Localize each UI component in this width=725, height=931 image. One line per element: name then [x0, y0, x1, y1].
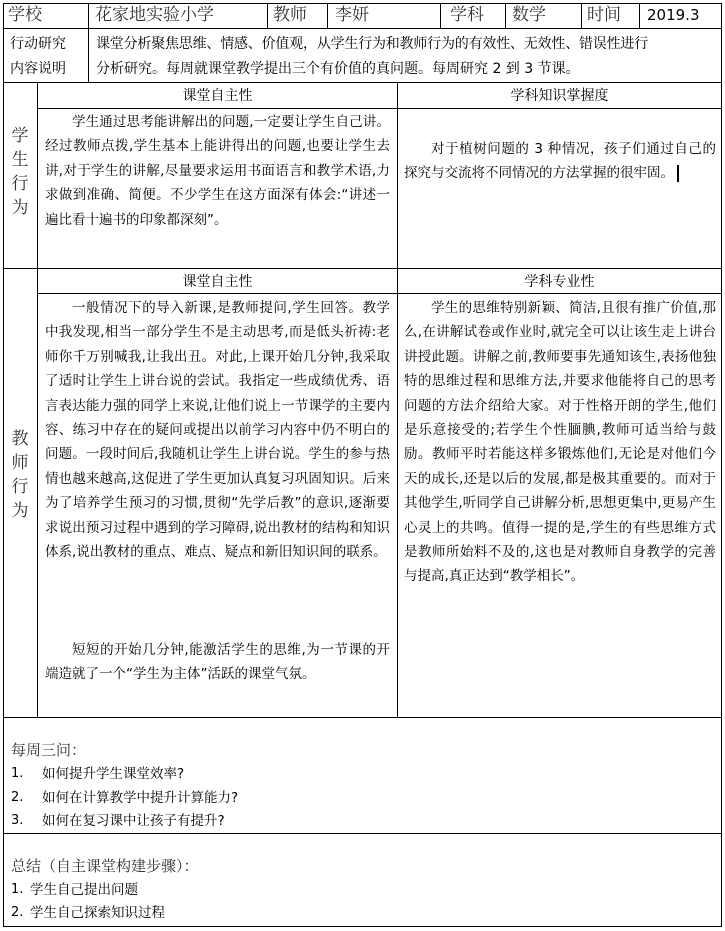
description-label-1: 行动研究: [10, 36, 66, 52]
time-value: 2019.3: [647, 6, 700, 24]
weekly-questions-title: 每周三问：: [11, 741, 87, 759]
question-2-num: 2.: [11, 790, 24, 805]
student-left-text: 学生通过思考能讲解出的问题,一定要让学生自己讲。经过教师点拨,学生基本上能讲得出的问题,也要让学生去讲,对于学生的讲解,尽量要求运用书面语言和教学术语,力求做到准确、简便。不少学生在这方面深有体会:“讲述一遍比看十遍书的印象都深刻”。: [45, 114, 390, 228]
teacher-right-text: 学生的思维特别新颖、简洁,且很有推广价值,那么,在讲解试卷或作业时,就完全可以让该生走上讲台讲授此题。讲解之前,教师要事先通知该生,表扬他独特的思维过程和思维方法,并要求他能将自己的思考问题的方法介绍给大家。对于性格开朗的学生,他们是乐意接受的;若学生个性腼腆,教师可适当给与鼓励。教师平时若能这样多锻炼他们,无论是对他们今天的成长,还是以后的发展,都是极其重要的。而对于其他学生,听同学自己讲解分析,思想更集中,更易产生心灵上的共鸣。值得一提的是,学生的有些思维方式是教师所始料不及的,这也是对教师自身教学的完善与提高,真正达到“教学相长”。: [404, 300, 716, 585]
teacher-name: 李妍: [335, 5, 369, 25]
teacher-label: 教师: [273, 5, 307, 25]
teacher-left-header: 课堂自主性: [182, 274, 253, 290]
description-text-1: 课堂分析聚焦思维、情感、价值观，从学生行为和教师行为的有效性、无效性、错误性进行: [96, 36, 648, 52]
teacher-behavior-label: 教师行为: [11, 429, 29, 521]
student-right-header: 学科知识掌握度: [510, 88, 609, 104]
question-3-num: 3.: [11, 813, 24, 828]
time-label: 时间: [587, 5, 621, 25]
question-1-num: 1.: [11, 766, 24, 781]
student-right-body-cell: [397, 108, 722, 269]
description-text-2: 分析研究。每周就课堂教学提出三个有价值的真问题。每周研究 2 到 3 节课。: [96, 61, 580, 77]
summary-1-num: 1.: [11, 882, 24, 897]
student-right-text-content: 对于植树问题的 3 种情况，孩子们通过自己的探究与交流将不同情况的方法掌握的很牢固。: [404, 141, 716, 182]
student-behavior-label: 学生行为: [11, 126, 29, 218]
subject-name: 数学: [512, 5, 546, 25]
school-label: 学校: [8, 5, 42, 25]
student-left-header: 课堂自主性: [182, 88, 253, 104]
teacher-right-header: 学科专业性: [524, 274, 595, 290]
summary-2-num: 2.: [11, 905, 24, 920]
school-name: 花家地实验小学: [95, 5, 214, 25]
student-right-text[interactable]: [404, 137, 716, 186]
description-label-2: 内容说明: [10, 61, 66, 77]
subject-label: 学科: [450, 5, 484, 25]
summary-2-text: 学生自己探索知识过程: [30, 905, 165, 921]
teacher-left-text-1: 一般情况下的导入新课,是教师提问,学生回答。教学中我发现,相当一部分学生不是主动思考,而是低头祈祷:老师你千万别喊我,让我出丑。对此,上课开始几分钟,我采取了适时让学生上讲台说的尝试。我指定一些成绩优秀、语言表达能力强的同学上来说,让他们说上一节课学的主要内容、练习中存在的疑问或提出以前学习内容中仍不明白的问题。一段时间后,我随机让学生上讲台说。学生的参与热情也越来越高,这促进了学生更加认真复习巩固知识。后来为了培养学生预习的习惯,贯彻“先学后教”的意识,逐渐要求说出预习过程中遇到的学习障碍,说出教材的结构和知识体系,说出教材的重点、难点、疑点和新旧知识间的联系。: [45, 300, 390, 561]
teacher-left-text-2: 短短的开始几分钟,能激活学生的思维,为一节课的开端造就了一个“学生为主体”活跃的课堂气氛。: [45, 642, 390, 683]
summary-1-text: 学生自己提出问题: [30, 882, 138, 898]
text-cursor: [677, 165, 679, 182]
question-3-text: 如何在复习课中让孩子有提升?: [42, 813, 225, 829]
summary-title: 总结（自主课堂构建步骤）：: [11, 857, 199, 875]
question-1-text: 如何提升学生课堂效率?: [42, 766, 185, 782]
question-2-text: 如何在计算教学中提升计算能力?: [42, 790, 239, 806]
